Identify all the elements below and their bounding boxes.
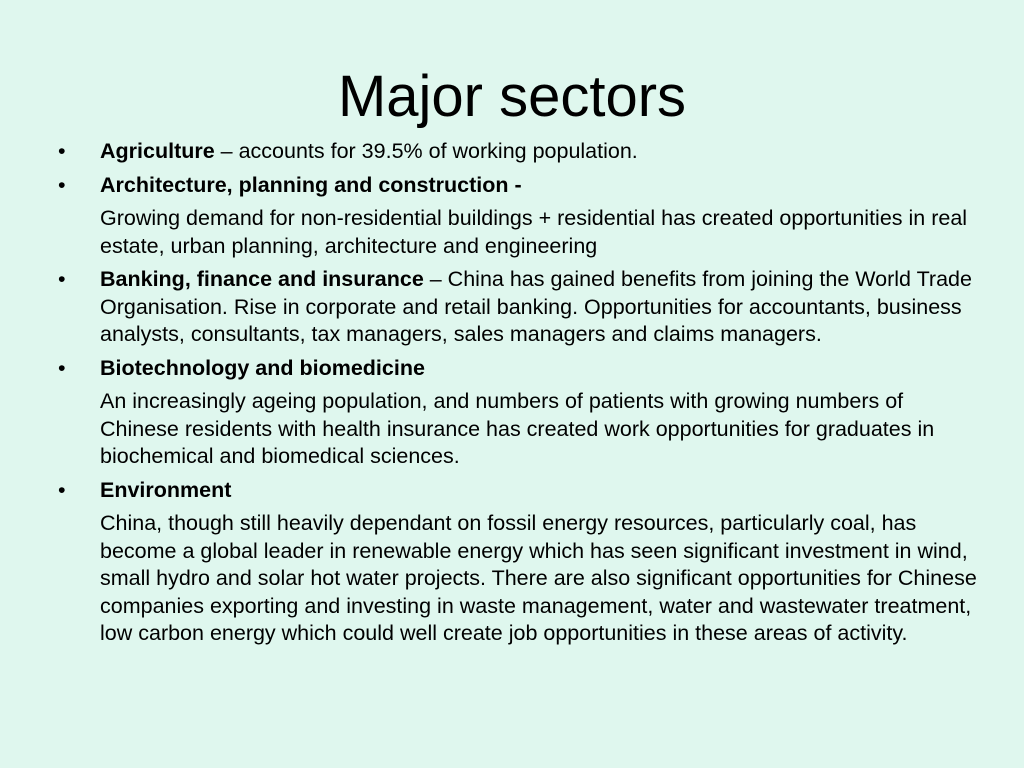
bullet-text: – accounts for 39.5% of working population. [214, 139, 638, 163]
slide-title: Major sectors [337, 64, 687, 129]
bullet-paragraph: China, though still heavily dependant on fossil energy resources, particularly coal, has become a global leader in renewable energy which has seen significant investment in wind, small hydro and solar hot water projects. There are also significant opportunities for Chinese companies exporting and investing in waste management, water and wastewater treatment, low carbon energy which could well create job opportunities in these areas of activity. [100, 511, 977, 645]
bullet-item-agriculture [58, 138, 978, 166]
bullet-marker: • [58, 477, 66, 502]
bullet-heading: Banking, finance and insurance [100, 267, 424, 291]
bullet-item-environment [58, 477, 978, 505]
bullet-item-architecture [58, 172, 978, 200]
bullet-heading: Environment [100, 477, 232, 502]
bullet-item-biotechnology [58, 355, 978, 383]
bullet-heading: Architecture, planning and construction - [100, 172, 522, 197]
bullet-list [58, 138, 978, 654]
bullet-marker: • [58, 267, 66, 291]
bullet-heading: Biotechnology and biomedicine [100, 355, 425, 380]
bullet-text: – China has gained benefits from joining the World Trade Organisation. Rise in corporate and retail banking. Opportunities for accountants, business analysts, consultants, tax managers, sales managers and claims managers. [100, 267, 972, 346]
bullet-marker: • [58, 355, 66, 380]
bullet-marker: • [58, 139, 66, 163]
bullet-paragraph: Growing demand for non-residential buildings + residential has created opportunities in real estate, urban planning, architecture and engineering [100, 206, 968, 258]
bullet-marker: • [58, 172, 66, 197]
bullet-heading: Agriculture [100, 139, 215, 163]
bullet-paragraph: An increasingly ageing population, and numbers of patients with growing numbers of Chinese residents with health insurance has created work opportunities for graduates in biochemical and biomedical sciences. [100, 389, 935, 468]
bullet-item-banking [58, 266, 978, 349]
